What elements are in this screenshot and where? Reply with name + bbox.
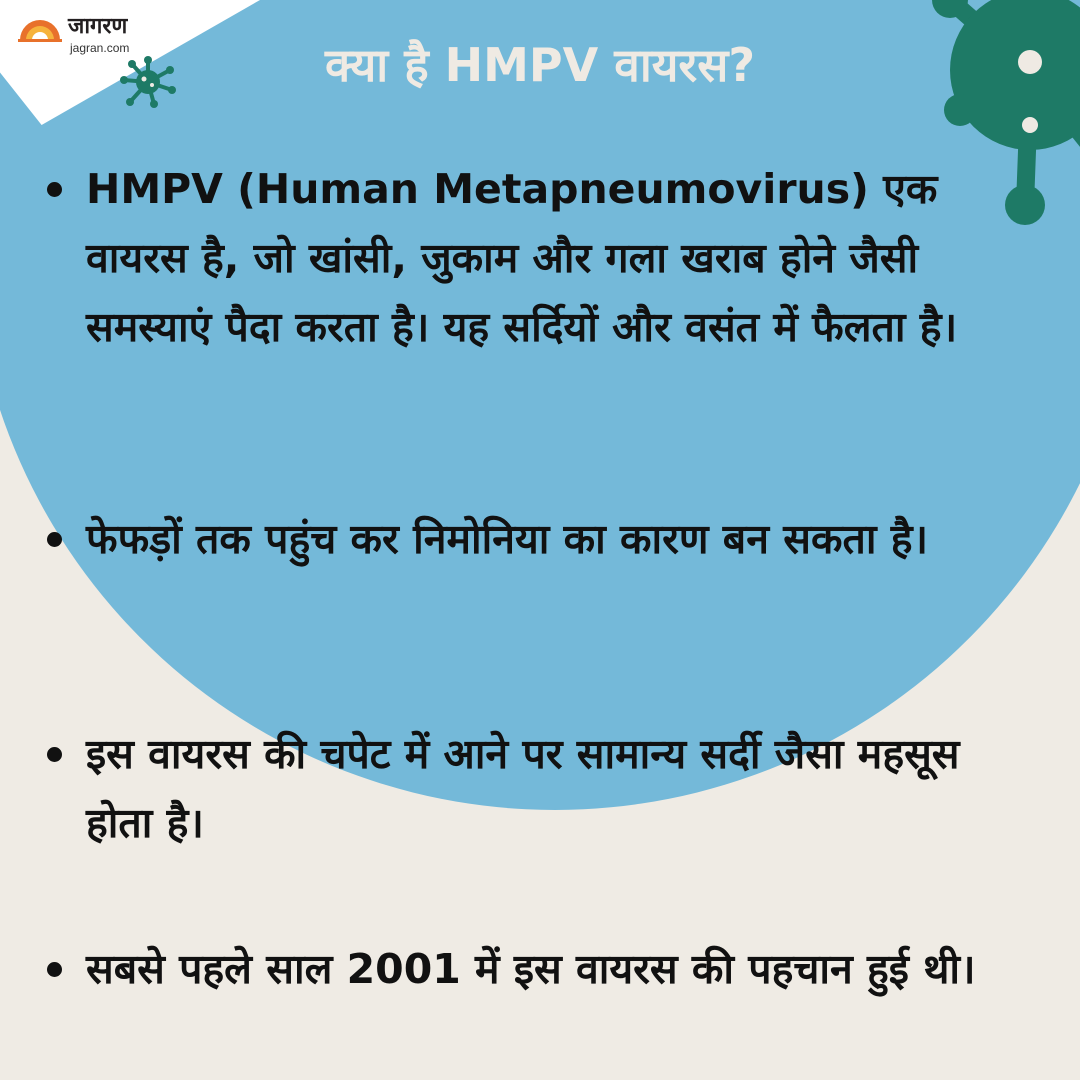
bullet-dot-icon: [47, 532, 62, 547]
bullet-dot-icon: [47, 747, 62, 762]
bullet-text: फेफड़ों तक पहुंच कर निमोनिया का कारण बन सकता है।: [86, 515, 929, 563]
bullet-dot-icon: [47, 962, 62, 977]
bullet-text: सबसे पहले साल 2001 में इस वायरस की पहचान हुई थी।: [86, 945, 976, 993]
bullet-dot-icon: [47, 182, 62, 197]
bullet-text: HMPV (Human Metapneumovirus) एक वायरस है, जो खांसी, जुकाम और गला खराब होने जैसी समस्याएं पैदा करता है। यह सर्दियों और वसंत में फैलता है।: [86, 165, 958, 351]
logo-wordmark: जागरण: [68, 14, 128, 39]
logo-site-url: jagran.com: [70, 41, 130, 55]
page-title: क्या है HMPV वायरस?: [324, 38, 756, 92]
bullet-text: इस वायरस की चपेट में आने पर सामान्य सर्दी जैसा महसूस होता है।: [86, 730, 960, 847]
